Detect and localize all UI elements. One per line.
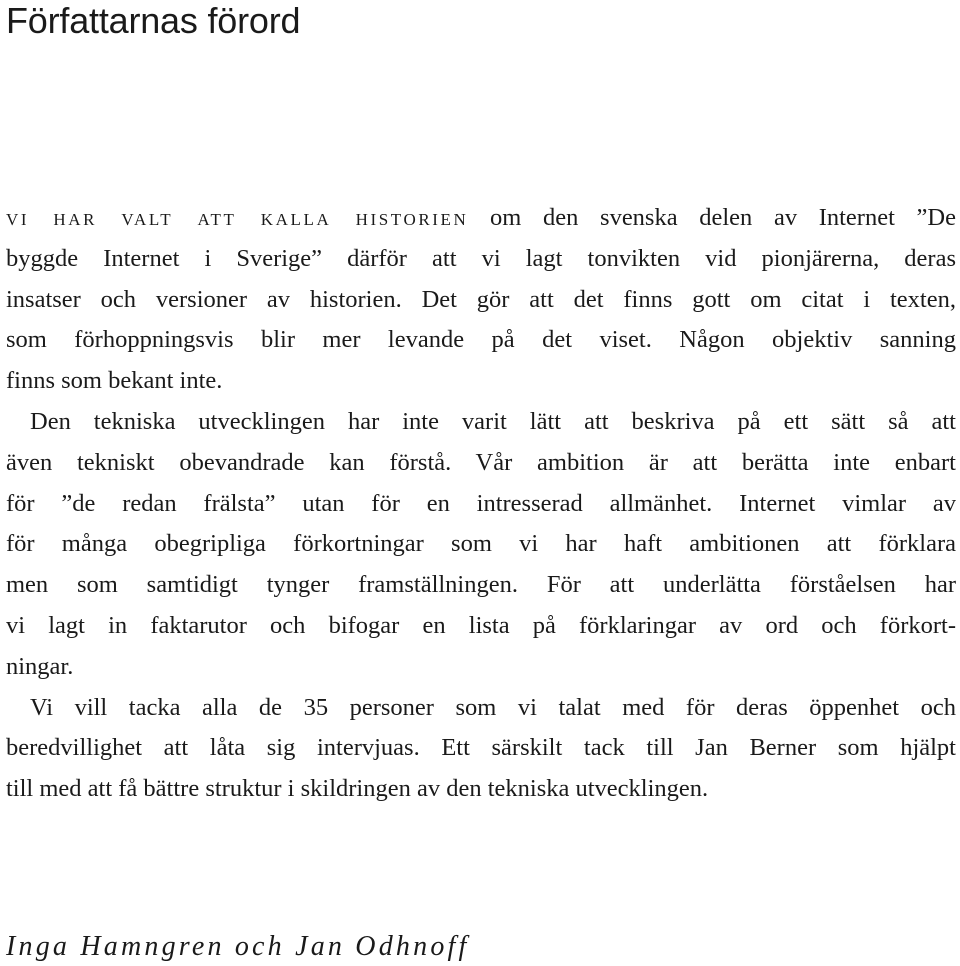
paragraph-line: byggde Internet i Sverige” därför att vi lagt tonvikten vid pionjärerna, deras bbox=[6, 244, 956, 272]
paragraph-3 bbox=[6, 688, 956, 810]
page-title: Författarnas förord bbox=[6, 0, 301, 41]
paragraph-line: för många obegripliga förkortningar som vi har haft ambitionen att förklara bbox=[6, 530, 956, 558]
author-signature: Inga Hamngren och Jan Odhnoff bbox=[6, 931, 470, 962]
paragraph-1 bbox=[6, 198, 956, 402]
body-text bbox=[6, 198, 956, 810]
lead-in-smallcaps: vi har valt att kalla historien bbox=[6, 204, 469, 231]
paragraph-line: även tekniskt obevandrade kan förstå. Vår ambition är att berätta inte enbart bbox=[6, 448, 956, 476]
paragraph-line: insatser och versioner av historien. Det gör att det finns gott om citat i texten, bbox=[6, 285, 956, 313]
paragraph-line: beredvillighet att låta sig intervjuas. Ett särskilt tack till Jan Berner som hjälpt bbox=[6, 734, 956, 762]
line-text: om den svenska delen av Internet ”De bbox=[468, 204, 956, 231]
paragraph-2 bbox=[6, 402, 956, 688]
paragraph-line: men som samtidigt tynger framställningen. För att underlätta förståelsen har bbox=[6, 571, 956, 599]
paragraph-line: som förhoppningsvis blir mer levande på det viset. Någon objektiv sanning bbox=[6, 326, 956, 354]
paragraph-line: finns som bekant inte. bbox=[6, 367, 223, 395]
paragraph-line: Vi vill tacka alla de 35 personer som vi talat med för deras öppenhet och bbox=[30, 693, 956, 721]
paragraph-line: ningar. bbox=[6, 652, 74, 680]
paragraph-line: Den tekniska utvecklingen har inte varit lätt att beskriva på ett sätt så att bbox=[30, 407, 956, 435]
paragraph-line: till med att få bättre struktur i skildringen av den tekniska utvecklingen. bbox=[6, 775, 709, 803]
paragraph-line: vi lagt in faktarutor och bifogar en lista på förklaringar av ord och förkort- bbox=[6, 611, 956, 639]
paragraph-line: för ”de redan frälsta” utan för en intresserad allmänhet. Internet vimlar av bbox=[6, 489, 956, 517]
paragraph-line bbox=[6, 198, 956, 239]
